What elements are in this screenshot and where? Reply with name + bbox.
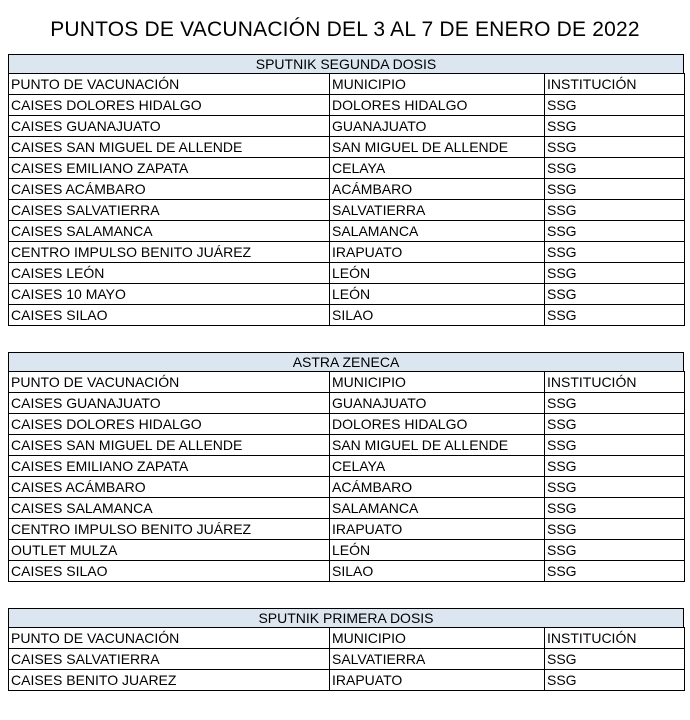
column-header: INSTITUCIÓN bbox=[545, 74, 685, 95]
table-row bbox=[9, 670, 685, 691]
municipality-cell: CELAYA bbox=[330, 456, 545, 477]
table-row bbox=[9, 242, 685, 263]
table-row bbox=[9, 137, 685, 158]
table-row bbox=[9, 305, 685, 326]
table-row bbox=[9, 435, 685, 456]
vaccination-table bbox=[8, 371, 685, 582]
municipality-cell: DOLORES HIDALGO bbox=[330, 95, 545, 116]
page-title: PUNTOS DE VACUNACIÓN DEL 3 AL 7 DE ENERO DE 2022 bbox=[50, 18, 640, 41]
table-header-row bbox=[9, 628, 685, 649]
table-row bbox=[9, 456, 685, 477]
institution-cell: SSG bbox=[545, 540, 685, 561]
column-header: INSTITUCIÓN bbox=[545, 372, 685, 393]
site-cell: CAISES BENITO JUAREZ bbox=[9, 670, 330, 691]
municipality-cell: SAN MIGUEL DE ALLENDE bbox=[330, 137, 545, 158]
site-cell: CAISES SALAMANCA bbox=[9, 498, 330, 519]
section-sputnik-segunda-dosis bbox=[8, 54, 684, 326]
site-cell: CENTRO IMPULSO BENITO JUÁREZ bbox=[9, 242, 330, 263]
institution-cell: SSG bbox=[545, 519, 685, 540]
municipality-cell: CELAYA bbox=[330, 158, 545, 179]
site-cell: CAISES SAN MIGUEL DE ALLENDE bbox=[9, 137, 330, 158]
column-header: PUNTO DE VACUNACIÓN bbox=[9, 372, 330, 393]
municipality-cell: SILAO bbox=[330, 561, 545, 582]
column-header: PUNTO DE VACUNACIÓN bbox=[9, 74, 330, 95]
vaccination-table bbox=[8, 73, 685, 326]
table-row bbox=[9, 498, 685, 519]
column-header: MUNICIPIO bbox=[330, 372, 545, 393]
institution-cell: SSG bbox=[545, 414, 685, 435]
institution-cell: SSG bbox=[545, 305, 685, 326]
site-cell: CAISES LEÓN bbox=[9, 263, 330, 284]
site-cell: CAISES SALVATIERRA bbox=[9, 200, 330, 221]
site-cell: OUTLET MULZA bbox=[9, 540, 330, 561]
institution-cell: SSG bbox=[545, 435, 685, 456]
site-cell: CAISES SALAMANCA bbox=[9, 221, 330, 242]
site-cell: CAISES DOLORES HIDALGO bbox=[9, 95, 330, 116]
municipality-cell: SILAO bbox=[330, 305, 545, 326]
site-cell: CAISES DOLORES HIDALGO bbox=[9, 414, 330, 435]
table-row bbox=[9, 540, 685, 561]
section-title: SPUTNIK SEGUNDA DOSIS bbox=[8, 54, 684, 73]
institution-cell: SSG bbox=[545, 221, 685, 242]
table-row bbox=[9, 393, 685, 414]
institution-cell: SSG bbox=[545, 456, 685, 477]
column-header: INSTITUCIÓN bbox=[545, 628, 685, 649]
vaccination-table bbox=[8, 627, 685, 691]
table-row bbox=[9, 649, 685, 670]
site-cell: CAISES ACÁMBARO bbox=[9, 477, 330, 498]
institution-cell: SSG bbox=[545, 498, 685, 519]
site-cell: CAISES GUANAJUATO bbox=[9, 116, 330, 137]
table-header-row bbox=[9, 74, 685, 95]
table-row bbox=[9, 116, 685, 137]
municipality-cell: ACÁMBARO bbox=[330, 477, 545, 498]
table-row bbox=[9, 284, 685, 305]
municipality-cell: IRAPUATO bbox=[330, 519, 545, 540]
table-row bbox=[9, 200, 685, 221]
institution-cell: SSG bbox=[545, 284, 685, 305]
site-cell: CAISES SILAO bbox=[9, 561, 330, 582]
municipality-cell: LEÓN bbox=[330, 284, 545, 305]
institution-cell: SSG bbox=[545, 477, 685, 498]
site-cell: CAISES SALVATIERRA bbox=[9, 649, 330, 670]
municipality-cell: GUANAJUATO bbox=[330, 393, 545, 414]
table-row bbox=[9, 519, 685, 540]
column-header: PUNTO DE VACUNACIÓN bbox=[9, 628, 330, 649]
table-header-row bbox=[9, 372, 685, 393]
site-cell: CAISES EMILIANO ZAPATA bbox=[9, 158, 330, 179]
municipality-cell: IRAPUATO bbox=[330, 670, 545, 691]
institution-cell: SSG bbox=[545, 137, 685, 158]
column-header: MUNICIPIO bbox=[330, 74, 545, 95]
institution-cell: SSG bbox=[545, 116, 685, 137]
municipality-cell: SAN MIGUEL DE ALLENDE bbox=[330, 435, 545, 456]
institution-cell: SSG bbox=[545, 158, 685, 179]
table-row bbox=[9, 477, 685, 498]
site-cell: CAISES 10 MAYO bbox=[9, 284, 330, 305]
section-astra-zeneca bbox=[8, 352, 684, 582]
municipality-cell: GUANAJUATO bbox=[330, 116, 545, 137]
site-cell: CAISES SILAO bbox=[9, 305, 330, 326]
institution-cell: SSG bbox=[545, 263, 685, 284]
municipality-cell: IRAPUATO bbox=[330, 242, 545, 263]
table-row bbox=[9, 179, 685, 200]
municipality-cell: SALAMANCA bbox=[330, 498, 545, 519]
table-row bbox=[9, 263, 685, 284]
municipality-cell: DOLORES HIDALGO bbox=[330, 414, 545, 435]
municipality-cell: LEÓN bbox=[330, 263, 545, 284]
institution-cell: SSG bbox=[545, 670, 685, 691]
municipality-cell: SALAMANCA bbox=[330, 221, 545, 242]
table-row bbox=[9, 561, 685, 582]
table-row bbox=[9, 95, 685, 116]
site-cell: CAISES SAN MIGUEL DE ALLENDE bbox=[9, 435, 330, 456]
column-header: MUNICIPIO bbox=[330, 628, 545, 649]
site-cell: CENTRO IMPULSO BENITO JUÁREZ bbox=[9, 519, 330, 540]
institution-cell: SSG bbox=[545, 393, 685, 414]
section-title: SPUTNIK PRIMERA DOSIS bbox=[8, 608, 684, 627]
municipality-cell: SALVATIERRA bbox=[330, 649, 545, 670]
institution-cell: SSG bbox=[545, 649, 685, 670]
institution-cell: SSG bbox=[545, 561, 685, 582]
institution-cell: SSG bbox=[545, 179, 685, 200]
section-sputnik-primera-dosis bbox=[8, 608, 684, 691]
site-cell: CAISES EMILIANO ZAPATA bbox=[9, 456, 330, 477]
section-title: ASTRA ZENECA bbox=[8, 352, 684, 371]
institution-cell: SSG bbox=[545, 200, 685, 221]
table-row bbox=[9, 221, 685, 242]
institution-cell: SSG bbox=[545, 95, 685, 116]
municipality-cell: ACÁMBARO bbox=[330, 179, 545, 200]
table-row bbox=[9, 414, 685, 435]
institution-cell: SSG bbox=[545, 242, 685, 263]
table-row bbox=[9, 158, 685, 179]
site-cell: CAISES ACÁMBARO bbox=[9, 179, 330, 200]
site-cell: CAISES GUANAJUATO bbox=[9, 393, 330, 414]
municipality-cell: SALVATIERRA bbox=[330, 200, 545, 221]
municipality-cell: LEÓN bbox=[330, 540, 545, 561]
